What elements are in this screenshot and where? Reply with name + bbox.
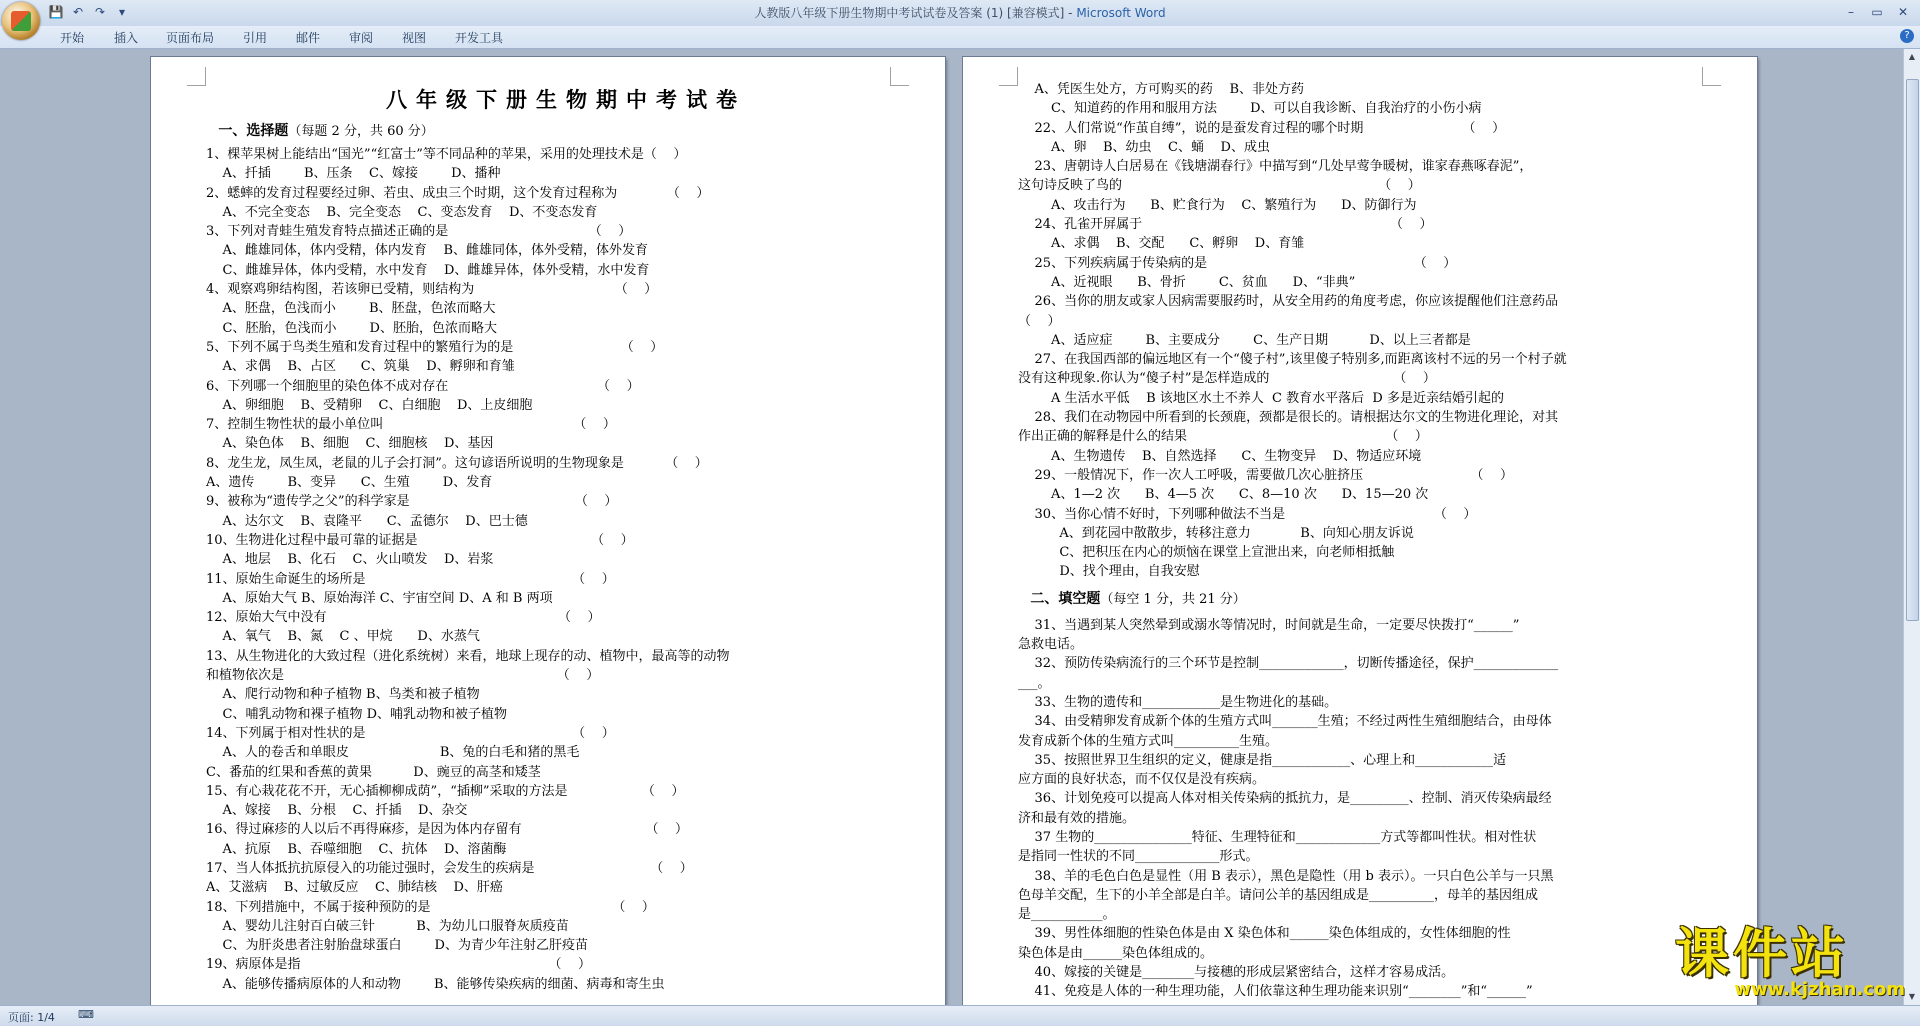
- section-1-heading: 一、选择题（每题 2 分，共 60 分）: [218, 123, 434, 139]
- text-line: 8、龙生龙，凤生凤，老鼠的儿子会打洞”。这句谚语所说明的生物现象是 （ ）: [206, 455, 708, 471]
- text-line: 24、孔雀开屏属于 （ ）: [1018, 217, 1433, 233]
- text-line: A、求偶 B、交配 C、孵卵 D、育雏: [1018, 236, 1305, 252]
- vertical-scrollbar[interactable]: [1903, 49, 1920, 1005]
- text-line: C、胚胎，色浅而小 D、胚胎，色浓而略大: [206, 320, 497, 336]
- text-line: 16、得过麻疹的人以后不再得麻疹，是因为体内存留有 （ ）: [206, 822, 689, 838]
- office-logo-icon: [11, 11, 31, 31]
- text-line: 15、有心栽花花不开，无心插柳柳成荫”，“插柳”采取的方法是 （ ）: [206, 783, 685, 799]
- text-line: A、嫁接 B、分根 C、扦插 D、杂交: [206, 803, 468, 819]
- page-2-lines-a: [1018, 80, 1738, 582]
- text-line: 23、唐朝诗人白居易在《钱塘湖春行》中描写到“几处早莺争暖树，谁家春燕啄春泥”，: [1018, 159, 1533, 175]
- scroll-down-icon[interactable]: ▼: [1908, 992, 1916, 1001]
- document-area[interactable]: [0, 49, 1904, 1005]
- text-line: A、不完全变态 B、完全变态 C、变态发育 D、不变态发育: [206, 204, 598, 220]
- text-line: 发育成新个体的生殖方式叫__________生殖。: [1018, 733, 1279, 749]
- page-count[interactable]: 页面: 1/4: [8, 1011, 55, 1024]
- text-line: 35、按照世界卫生组织的定义，健康是指____________、心理上和____________适: [1018, 752, 1507, 768]
- text-line: 19、病原体是指 （ ）: [206, 957, 592, 973]
- page-1[interactable]: [151, 57, 945, 1005]
- text-line: 9、被称为“遗传学之父”的科学家是 （ ）: [206, 494, 618, 510]
- text-line: C、哺乳动物和裸子植物 D、哺乳动物和被子植物: [206, 706, 508, 722]
- text-line: 急救电话。: [1018, 637, 1084, 653]
- text-line: 没有这种现象.你认为“傻子村”是怎样造成的 （ ）: [1018, 371, 1436, 387]
- text-line: 28、我们在动物园中所看到的长颈鹿，颈都是很长的。请根据达尔文的生物进化理论，对其: [1018, 410, 1559, 426]
- text-line: 33、生物的遗传和____________是生物进化的基础。: [1018, 694, 1338, 710]
- text-line: A、人的卷舌和单眼皮 B、兔的白毛和猪的黑毛: [206, 745, 580, 761]
- text-line: A、遗传 B、变异 C、生殖 D、发育: [206, 475, 493, 491]
- tab-insert[interactable]: 插入: [114, 31, 139, 45]
- text-line: C、知道药的作用和服用方法 D、可以自我诊断、自我治疗的小伤小病: [1018, 101, 1482, 117]
- text-line: A、1—2 次 B、4—5 次 C、8—10 次 D、15—20 次: [1018, 487, 1429, 503]
- text-line: 10、生物进化过程中最可靠的证据是 （ ）: [206, 532, 634, 548]
- text-line: 5、下列不属于鸟类生殖和发育过程中的繁殖行为的是 （ ）: [206, 339, 664, 355]
- text-line: ___。: [1018, 675, 1051, 691]
- text-line: 4、观察鸡卵结构图，若该卵已受精，则结构为 （ ）: [206, 282, 658, 298]
- text-line: 是指同一性状的不同_____________形式。: [1018, 849, 1259, 865]
- text-line: A、抗原 B、吞噬细胞 C、抗体 D、溶菌酶: [206, 841, 507, 857]
- text-line: 济和最有效的措施。: [1018, 810, 1136, 826]
- app-name: Microsoft Word: [1076, 6, 1166, 20]
- text-line: 12、原始大气中没有 （ ）: [206, 610, 601, 626]
- text-line: A、婴幼儿注射百白破三针 B、为幼儿口服脊灰质疫苗: [206, 918, 569, 934]
- text-line: 应方面的良好状态，而不仅仅是没有疾病。: [1018, 772, 1266, 788]
- text-line: 32、预防传染病流行的三个环节是控制_____________，切断传播途径，保护_____________: [1018, 656, 1559, 672]
- keyboard-icon[interactable]: ⌨: [78, 1008, 94, 1021]
- section-2-heading: 二、填空题（每空 1 分，共 21 分）: [1030, 590, 1246, 607]
- text-line: 1、棵苹果树上能结出“国光”“红富士”等不同品种的苹果，采用的处理技术是（ ）: [206, 147, 687, 162]
- customize-toolbar-icon[interactable]: ▾: [118, 5, 126, 19]
- window-controls: [1838, 2, 1916, 22]
- tab-view[interactable]: 视图: [402, 31, 427, 45]
- crop-mark: [999, 67, 1018, 86]
- text-line: 14、下列属于相对性状的是 （ ）: [206, 725, 615, 741]
- page-2-content[interactable]: [1018, 80, 1738, 1002]
- text-line: A、能够传播病原体的人和动物 B、能够传染疾病的细菌、病毒和寄生虫: [206, 976, 665, 992]
- text-line: 色母羊交配，生下的小羊全部是白羊。请问公羊的基因组成是__________，母羊的基因组成: [1018, 887, 1539, 903]
- text-line: C、把积压在内心的烦恼在课堂上宣泄出来，向老师相抵触: [1018, 545, 1395, 561]
- text-line: A、近视眼 B、骨折 C、贫血 D、“非典”: [1018, 274, 1356, 290]
- text-line: 34、由受精卵发育成新个体的生殖方式叫_______生殖；不经过两性生殖细胞结合，由母体: [1018, 714, 1552, 730]
- tab-references[interactable]: 引用: [243, 31, 268, 45]
- text-line: A、凭医生处方，方可购买的药 B、非处方药: [1018, 82, 1305, 97]
- page-2[interactable]: [963, 57, 1757, 1005]
- help-icon[interactable]: ?: [1900, 29, 1914, 43]
- window-title: [0, 4, 1920, 21]
- crop-mark: [187, 67, 206, 86]
- tab-review[interactable]: 审阅: [349, 31, 374, 45]
- text-line: 和植物依次是 （ ）: [206, 668, 600, 684]
- text-line: 11、原始生命诞生的场所是 （ ）: [206, 571, 615, 587]
- text-line: A、原始大气 B、原始海洋 C、宇宙空间 D、A 和 B 两项: [206, 590, 553, 606]
- text-line: 37 生物的_______________特征、生理特征和_____________方式等都叫性状。相对性状: [1018, 829, 1537, 845]
- text-line: A、生物遗传 B、自然选择 C、生物变异 D、物适应环境: [1018, 448, 1422, 464]
- text-line: C、为肝炎患者注射胎盘球蛋白 D、为青少年注射乙肝疫苗: [206, 938, 588, 954]
- text-line: 40、嫁接的关键是________与接穗的形成层紧密结合，这样才容易成活。: [1018, 965, 1455, 981]
- save-icon[interactable]: 💾: [48, 5, 64, 19]
- text-line: A 生活水平低 B 该地区水土不养人 C 教育水平落后 D 多是近亲结婚引起的: [1018, 390, 1504, 406]
- tab-page-layout[interactable]: 页面布局: [166, 31, 215, 45]
- minimize-button[interactable]: –: [1848, 5, 1854, 19]
- text-line: 18、下列措施中，不属于接种预防的是 （ ）: [206, 899, 655, 915]
- text-line: 2、蟋蟀的发育过程要经过卵、若虫、成虫三个时期，这个发育过程称为 （ ）: [206, 185, 710, 201]
- text-line: （ ）: [1018, 313, 1061, 329]
- tab-mailings[interactable]: 邮件: [296, 31, 321, 45]
- text-line: C、番茄的红果和香蕉的黄果 D、豌豆的高茎和矮茎: [206, 764, 541, 780]
- text-line: 30、当你心情不好时，下列哪种做法不当是 （ ）: [1018, 506, 1477, 522]
- office-button[interactable]: [2, 2, 40, 40]
- text-line: 27、在我国西部的偏远地区有一个“傻子村”,该里傻子特别多,而距离该村不远的另一个村子就: [1018, 352, 1567, 368]
- text-line: 36、计划免疫可以提高人体对相关传染病的抵抗力，是_________、控制、消灭传染病最经: [1018, 791, 1552, 807]
- text-line: A、艾滋病 B、过敏反应 C、肺结核 D、肝癌: [206, 880, 503, 896]
- text-line: A、到花园中散散步，转移注意力 B、向知心朋友诉说: [1018, 525, 1414, 541]
- watermark-logo: [1675, 922, 1905, 1000]
- text-line: A、求偶 B、占区 C、筑巢 D、孵卵和育雏: [206, 359, 515, 375]
- page-1-lines: [206, 145, 926, 994]
- text-line: 26、当你的朋友或家人因病需要服药时，从安全用药的角度考虑，你应该提醒他们注意药品: [1018, 294, 1559, 310]
- title-bar: [0, 0, 1920, 26]
- text-line: A、氧气 B、氮 C 、甲烷 D、水蒸气: [206, 629, 480, 645]
- text-line: 3、下列对青蛙生殖发育特点描述正确的是 （ ）: [206, 224, 632, 240]
- text-line: A、爬行动物和种子植物 B、鸟类和被子植物: [206, 687, 480, 703]
- scroll-up-icon[interactable]: ▲: [1908, 52, 1916, 61]
- watermark-url: www.kjzhan.com: [1734, 979, 1905, 1000]
- tab-home[interactable]: 开始: [60, 31, 85, 45]
- watermark-text: 课件站: [1675, 922, 1849, 985]
- text-line: A、染色体 B、细胞 C、细胞核 D、基因: [206, 436, 494, 452]
- text-line: A、攻击行为 B、贮食行为 C、繁殖行为 D、防御行为: [1018, 197, 1417, 213]
- text-line: 29、一般情况下，作一次人工呼吸，需要做几次心脏挤压 （ ）: [1018, 467, 1514, 483]
- undo-icon[interactable]: ↶: [72, 5, 84, 19]
- text-line: 7、控制生物性状的最小单位叫 （ ）: [206, 417, 616, 433]
- text-line: A、雌雄同体，体内受精，体内发育 B、雌雄同体，体外受精，体外发育: [206, 243, 649, 259]
- maximize-button[interactable]: ▭: [1871, 5, 1883, 19]
- document-name: 人教版八年级下册生物期中考试试卷及答案 (1) [兼容模式] -: [754, 6, 1077, 20]
- close-button[interactable]: ✕: [1897, 5, 1909, 19]
- text-line: 31、当遇到某人突然晕到或溺水等情况时，时间就是生命，一定要尽快拨打“______”: [1018, 617, 1520, 633]
- text-line: C、雌雄异体，体内受精，水中发育 D、雌雄异体，体外受精，水中发育: [206, 262, 650, 278]
- tab-developer[interactable]: 开发工具: [455, 31, 504, 45]
- text-line: 6、下列哪一个细胞里的染色体不成对存在 （ ）: [206, 378, 640, 394]
- text-line: A、地层 B、化石 C、火山喷发 D、岩浆: [206, 552, 494, 568]
- text-line: 是___________。: [1018, 907, 1116, 923]
- text-line: 38、羊的毛色白色是显性（用 B 表示），黑色是隐性（用 b 表示）。一只白色公羊与一只黑: [1018, 868, 1554, 884]
- text-line: 这句诗反映了鸟的 （ ）: [1018, 178, 1421, 194]
- text-line: D、找个理由，自我安慰: [1018, 564, 1200, 580]
- text-line: 25、下列疾病属于传染病的是 （ ）: [1018, 255, 1457, 271]
- redo-icon[interactable]: ↷: [94, 5, 106, 19]
- text-line: 13、从生物进化的大致过程（进化系统树）来看，地球上现存的动、植物中，最高等的动物: [206, 648, 730, 664]
- text-line: 41、免疫是人体的一种生理功能，人们依靠这种生理功能来识别“________”和“______”: [1018, 984, 1533, 1000]
- page-1-content[interactable]: [206, 83, 926, 994]
- text-line: A、卵细胞 B、受精卵 C、白细胞 D、上皮细胞: [206, 397, 533, 413]
- text-line: A、扦插 B、压条 C、嫁接 D、播种: [206, 166, 501, 182]
- scrollbar-thumb[interactable]: [1906, 79, 1919, 621]
- exam-title: 八年级下册生物期中考试卷: [386, 88, 746, 112]
- text-line: A、胚盘，色浅而小 B、胚盘，色浓而略大: [206, 301, 496, 317]
- text-line: 17、当人体抵抗抗原侵入的功能过强时，会发生的疾病是 （ ）: [206, 860, 693, 876]
- text-line: A、适应症 B、主要成分 C、生产日期 D、以上三者都是: [1018, 332, 1471, 348]
- text-line: 39、男性体细胞的性染色体是由 X 染色体和______染色体组成的，女性体细胞的性: [1018, 926, 1511, 942]
- page-2-lines-b: [1018, 616, 1738, 1002]
- text-line: A、卵 B、幼虫 C、蛹 D、成虫: [1018, 139, 1270, 155]
- text-line: 作出正确的解释是什么的结果 （ ）: [1018, 429, 1428, 445]
- text-line: 染色体是由______染色体组成的。: [1018, 945, 1214, 961]
- text-line: 22、人们常说“作茧自缚”，说的是蚕发育过程的哪个时期 （ ）: [1018, 120, 1506, 136]
- status-bar: [0, 1005, 1920, 1026]
- ribbon-tabs: [0, 26, 1920, 49]
- text-line: A、达尔文 B、袁隆平 C、孟德尔 D、巴士德: [206, 513, 528, 529]
